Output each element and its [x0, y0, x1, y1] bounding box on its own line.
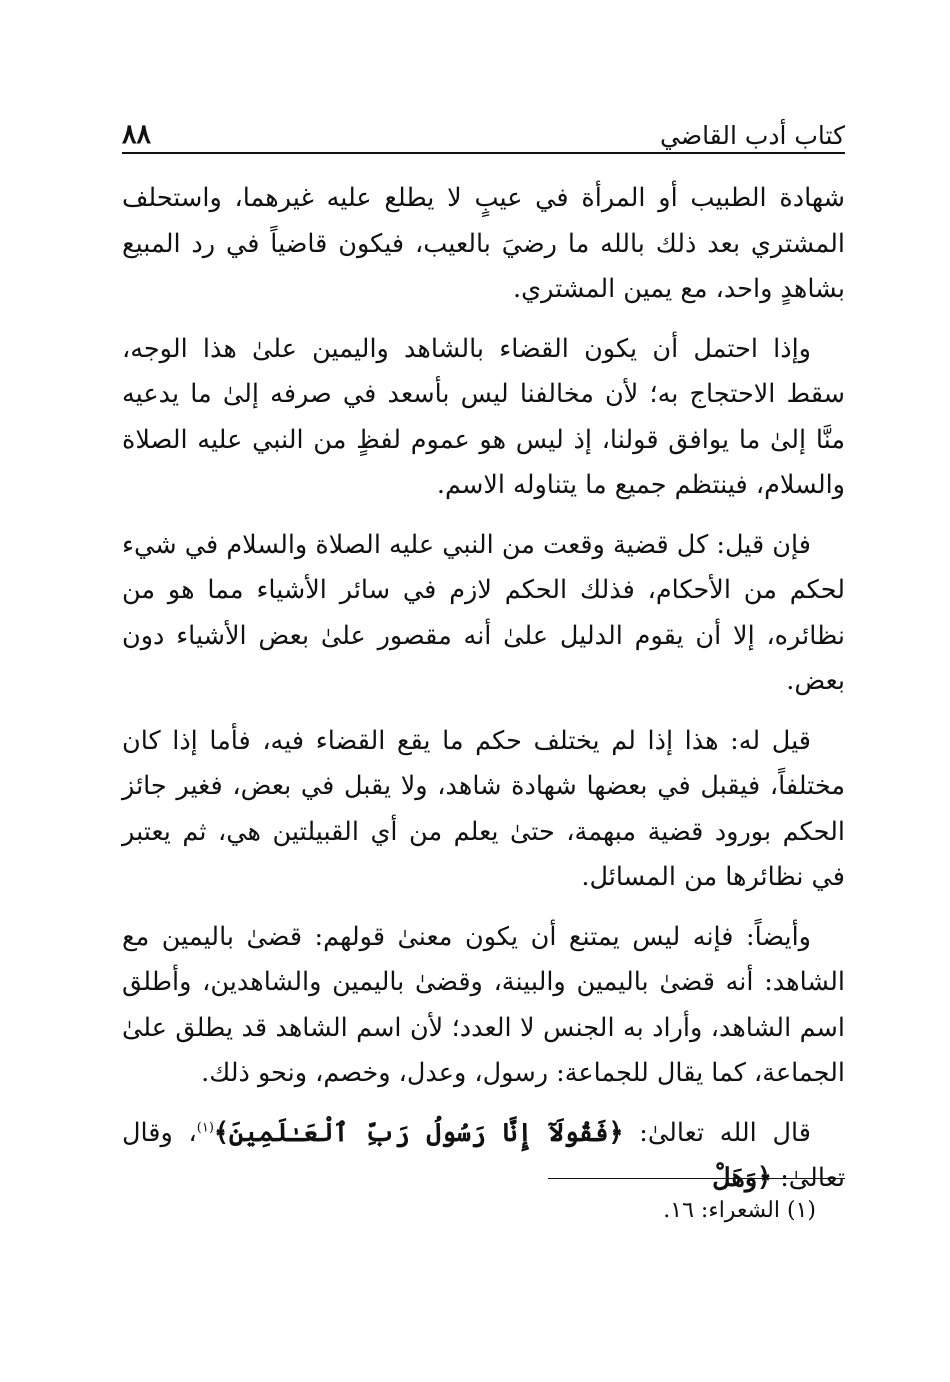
quran-verse: ﴿فَقُولَآ إِنَّا رَسُولُ رَبِّ ٱلْعَـٰلَمِينَ﴾	[213, 1117, 624, 1148]
quote-continuation: ، وقال تعالىٰ:	[122, 1117, 845, 1193]
page-number: ٨٨	[122, 119, 152, 150]
paragraph-quran	[122, 1111, 845, 1202]
footnote-marker: (١)	[196, 1120, 214, 1135]
paragraph: شهادة الطبيب أو المرأة في عيبٍ لا يطلع عليه غيرهما، واستحلف المشتري بعد ذلك بالله ما رضيَ بالعيب، فيكون قاضياً في رد المبيع بشاهدٍ واحد، مع يمين المشتري.	[122, 183, 845, 304]
running-header	[122, 108, 845, 154]
paragraph: وأيضاً: فإنه ليس يمتنع أن يكون معنىٰ قولهم: قضىٰ باليمين مع الشاهد: أنه قضىٰ باليمين والبينة، وقضىٰ باليمين والشاهدين، وأطلق اسم الشاهد، وأراد به الجنس لا العدد؛ لأن اسم الشاهد قد يطلق علىٰ الجماعة، كما يقال للجماعة: رسول، وعدل، وخصم، ونحو ذلك.	[122, 921, 845, 1088]
paragraph: فإن قيل: كل قضية وقعت من النبي عليه الصلاة والسلام في شيء لحكم من الأحكام، فذلك الحكم لازم في سائر الأشياء مما هو من نظائره، إلا أن يقوم الدليل علىٰ أنه مقصور علىٰ بعض الأشياء دون بعض.	[122, 529, 845, 696]
paragraph: قيل له: هذا إذا لم يختلف حكم ما يقع القضاء فيه، فأما إذا كان مختلفاً، فيقبل في بعضها شهادة شاهد، ولا يقبل في بعض، فغير جائز الحكم بورود قضية مبهمة، حتىٰ يعلم من أي القبيلتين هي، ثم يعتبر في نظائرها من المسائل.	[122, 725, 845, 892]
quran-verse-next: ﴿وَهَلْ	[712, 1163, 773, 1193]
footnote-divider	[548, 1178, 845, 1179]
footnote: (١) الشعراء: ١٦.	[663, 1198, 816, 1223]
paragraph: وإذا احتمل أن يكون القضاء بالشاهد واليمين علىٰ هذا الوجه، سقط الاحتجاج به؛ لأن مخالفنا ليس بأسعد في صرفه إلىٰ ما يدعيه منَّا إلىٰ ما يوافق قولنا، إذ ليس هو عموم لفظٍ من النبي عليه الصلاة والسلام، فينتظم جميع ما يتناوله الاسم.	[122, 333, 845, 500]
book-title: كتاب أدب القاضي	[660, 121, 845, 150]
body-text	[122, 176, 845, 1216]
quote-intro: قال الله تعالىٰ:	[623, 1117, 811, 1148]
